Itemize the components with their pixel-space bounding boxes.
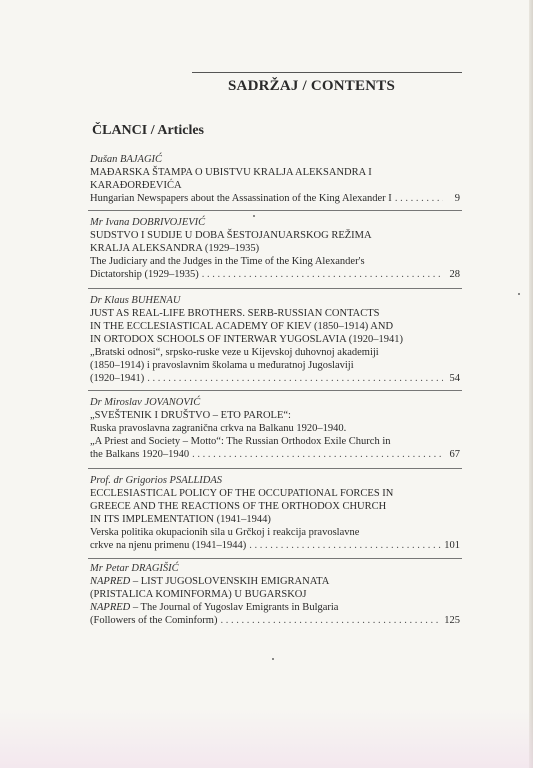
entry-page-number[interactable]: 67	[449, 449, 460, 460]
entry-title-line: IN THE ECCLESIASTICAL ACADEMY OF KIEV (1850–1914) AND	[90, 321, 394, 332]
entry-page-line	[90, 192, 460, 205]
scan-edge	[529, 0, 533, 768]
toc-entry[interactable]	[90, 294, 460, 385]
entry-title-line: (PRISTALICA KOMINFORMA) U BUGARSKOJ	[90, 589, 307, 600]
toc-entry[interactable]	[90, 216, 460, 281]
entry-title-line: NAPRED – LIST JUGOSLOVENSKIH EMIGRANATA	[90, 576, 330, 587]
entry-last-line: Dictatorship (1929–1935)	[90, 269, 199, 280]
scan-speck	[253, 215, 255, 217]
entry-divider	[88, 468, 462, 469]
entry-author: Prof. dr Grigorios PSALLIDAS	[90, 475, 223, 486]
dot-leader	[395, 192, 443, 205]
entry-page-number[interactable]: 101	[444, 540, 460, 551]
entry-title-line: IN ITS IMPLEMENTATION (1941–1944)	[90, 514, 271, 525]
entry-title-line: NAPRED – The Journal of Yugoslav Emigrants in Bulgaria	[90, 602, 339, 613]
entry-last-line: Hungarian Newspapers about the Assassination of the King Alexander I	[90, 193, 392, 204]
entry-title-line: „Bratski odnosi“, srpsko-ruske veze u Kijevskoj duhovnoj akademiji	[90, 347, 379, 358]
section-label-bold: ČLANCI	[92, 123, 148, 138]
entry-page-number[interactable]: 125	[444, 615, 460, 626]
entry-author: Mr Ivana DOBRIVOJEVIĆ	[90, 217, 206, 228]
journal-name: NAPRED	[90, 602, 131, 613]
entry-page-line	[90, 372, 460, 385]
entry-title-line: SUDSTVO I SUDIJE U DOBA ŠESTOJANUARSKOG REŽIMA	[90, 230, 372, 241]
entry-title-line: Ruska pravoslavna zagranična crkva na Balkanu 1920–1940.	[90, 423, 347, 434]
entry-divider	[88, 288, 462, 289]
entry-page-number[interactable]: 28	[449, 269, 460, 280]
entry-author: Dušan BAJAGIĆ	[90, 154, 163, 165]
toc-entry[interactable]	[90, 474, 460, 552]
scan-speck	[272, 658, 274, 660]
entry-author: Dr Klaus BUHENAU	[90, 295, 181, 306]
entry-last-line: (Followers of the Cominform)	[90, 615, 218, 626]
entry-last-line: (1920–1941)	[90, 373, 145, 384]
dot-leader	[249, 539, 441, 552]
entry-title-line: GREECE AND THE REACTIONS OF THE ORTHODOX CHURCH	[90, 501, 387, 512]
scan-speck	[518, 293, 520, 295]
entry-title-line: KARAĐORĐEVIĆA	[90, 180, 182, 191]
toc-entry[interactable]	[90, 396, 460, 461]
entry-title-line: Verska politika okupacionih sila u Grčkoj i reakcija pravoslavne	[90, 527, 360, 538]
dot-leader	[202, 268, 443, 281]
entry-divider	[88, 210, 462, 211]
entry-title-line: JUST AS REAL-LIFE BROTHERS. SERB-RUSSIAN CONTACTS	[90, 308, 380, 319]
entry-divider	[88, 390, 462, 391]
page-title	[0, 78, 533, 95]
entry-last-line: crkve na njenu primenu (1941–1944)	[90, 540, 247, 551]
entry-title-line: IN ORTODOX SCHOOLS OF INTERWAR YUGOSLAVIA (1920–1941)	[90, 334, 404, 345]
toc-entry[interactable]	[90, 153, 460, 205]
entry-title-line: „SVEŠTENIK I DRUŠTVO – ETO PAROLE“:	[90, 410, 291, 421]
toc-entry[interactable]	[90, 562, 460, 627]
entry-author: Mr Petar DRAGIŠIĆ	[90, 563, 179, 574]
dot-leader	[220, 614, 441, 627]
entry-page-line	[90, 614, 460, 627]
entry-page-number[interactable]: 54	[449, 373, 460, 384]
entry-page-line	[90, 448, 460, 461]
entry-page-number[interactable]: 9	[454, 193, 460, 204]
entry-title-line: (1850–1914) i pravoslavnim školama u međuratnoj Jugoslaviji	[90, 360, 354, 371]
entry-divider	[88, 558, 462, 559]
entry-title-line: „A Priest and Society – Motto“: The Russian Orthodox Exile Church in	[90, 436, 391, 447]
section-heading	[92, 123, 204, 139]
dot-leader	[147, 372, 443, 385]
section-label-rest: / Articles	[147, 123, 204, 138]
dot-leader	[192, 448, 443, 461]
entry-title-line: KRALJA ALEKSANDRA (1929–1935)	[90, 243, 260, 254]
entry-title-line: The Judiciary and the Judges in the Time of the King Alexander's	[90, 256, 365, 267]
scan-tint	[0, 708, 533, 768]
entry-title-line: MAĐARSKA ŠTAMPA O UBISTVU KRALJA ALEKSANDRA I	[90, 167, 372, 178]
heading-rule	[192, 72, 462, 73]
entry-title-line: ECCLESIASTICAL POLICY OF THE OCCUPATIONAL FORCES IN	[90, 488, 394, 499]
entry-author: Dr Miroslav JOVANOVIĆ	[90, 397, 201, 408]
journal-name: NAPRED	[90, 576, 131, 587]
page-title-text: SADRŽAJ / CONTENTS	[228, 78, 395, 94]
entry-page-line	[90, 539, 460, 552]
entry-page-line	[90, 268, 460, 281]
entry-last-line: the Balkans 1920–1940	[90, 449, 190, 460]
